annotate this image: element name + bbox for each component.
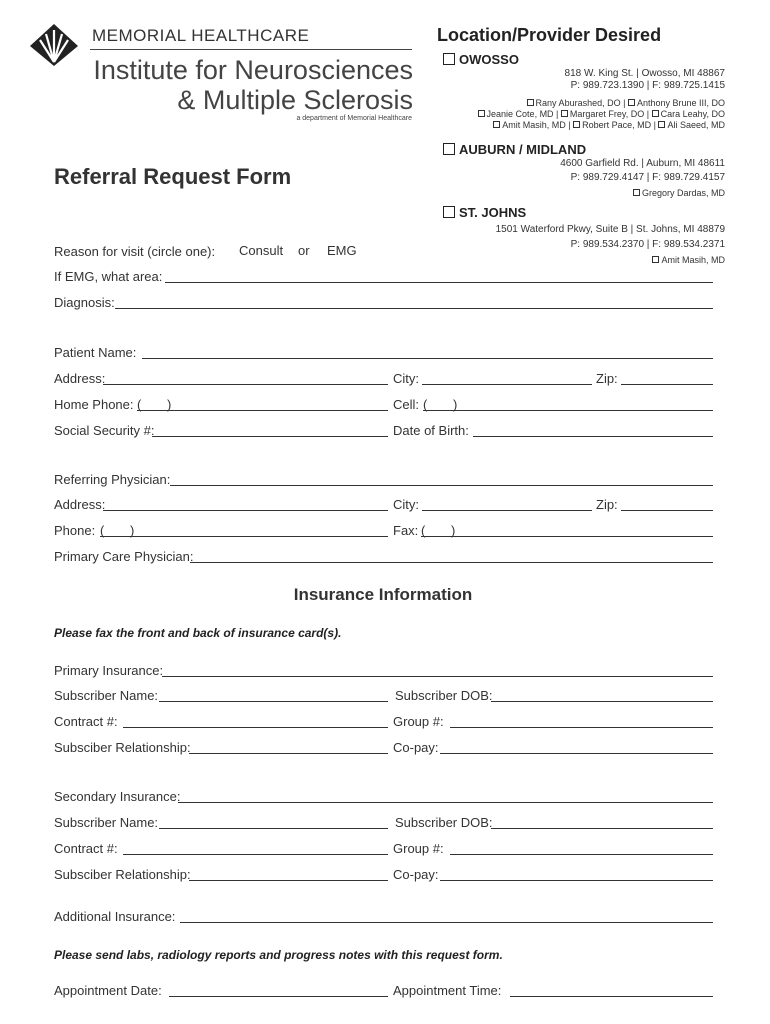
reason-label: Reason for visit (circle one): xyxy=(54,244,216,259)
patient-city-label: City: xyxy=(393,371,419,386)
primary-insurance-label: Primary Insurance: xyxy=(54,663,164,678)
form-title: Referral Request Form xyxy=(54,164,292,189)
referring-phone-label: Phone: xyxy=(54,523,96,538)
checkbox-doctor[interactable] xyxy=(633,189,640,196)
department-label: a department of Memorial Healthcare xyxy=(296,115,412,122)
owosso-doctors-row1: Rany Aburashed, DO | Anthony Brune III, DO xyxy=(527,98,725,108)
patient-name-label: Patient Name: xyxy=(54,345,137,360)
owosso-doctors-row3: Amit Masih, MD | Robert Pace, MD | Ali Saeed, MD xyxy=(493,120,725,130)
appointment-time-field[interactable] xyxy=(510,996,713,997)
institute-name-line2: & Multiple Sclerosis xyxy=(177,85,413,115)
patient-address-label: Address: xyxy=(54,371,106,386)
stjohns-doctor: Amit Masih, MD xyxy=(652,255,725,265)
referring-phone-field[interactable] xyxy=(100,536,388,537)
secondary-group-label: Group #: xyxy=(393,841,444,856)
institute-name-line1: Institute for Neurosciences xyxy=(93,55,413,85)
checkbox-doctor[interactable] xyxy=(652,256,659,263)
primary-care-field[interactable] xyxy=(190,562,713,563)
labs-note: Please send labs, radiology reports and progress notes with this request form. xyxy=(54,948,503,962)
stjohns-phone: P: 989.534.2370 | F: 989.534.2371 xyxy=(570,239,725,250)
emg-area-label: If EMG, what area: xyxy=(54,269,163,284)
primary-subscriber-name-field[interactable] xyxy=(159,701,388,702)
primary-insurance-field[interactable] xyxy=(162,676,713,677)
stjohns-address: 1501 Waterford Pkwy, Suite B | St. Johns, MI 48879 xyxy=(495,224,725,235)
cell-label: Cell: xyxy=(393,397,420,412)
primary-group-label: Group #: xyxy=(393,714,444,729)
referring-zip-label: Zip: xyxy=(596,497,618,512)
home-phone-area-open: ( xyxy=(137,397,142,412)
location-owosso[interactable] xyxy=(443,52,519,67)
referring-phone-area-open: ( xyxy=(100,523,105,538)
primary-relationship-label: Subsciber Relationship: xyxy=(54,740,191,755)
referring-physician-label: Referring Physician: xyxy=(54,472,171,487)
referring-zip-field[interactable] xyxy=(621,510,713,511)
secondary-subscriber-dob-label: Subscriber DOB: xyxy=(395,815,493,830)
secondary-subscriber-dob-field[interactable] xyxy=(491,828,713,829)
primary-contract-field[interactable] xyxy=(123,727,388,728)
patient-zip-field[interactable] xyxy=(621,384,713,385)
secondary-relationship-label: Subsciber Relationship: xyxy=(54,867,191,882)
checkbox-doctor[interactable] xyxy=(628,99,635,106)
patient-city-field[interactable] xyxy=(422,384,592,385)
cell-area-close: ) xyxy=(453,397,458,412)
checkbox-doctor[interactable] xyxy=(573,121,580,128)
referring-fax-field[interactable] xyxy=(421,536,713,537)
home-phone-field[interactable] xyxy=(137,410,388,411)
dob-label: Date of Birth: xyxy=(393,423,469,438)
location-owosso-label: OWOSSO xyxy=(459,52,519,67)
ssn-field[interactable] xyxy=(152,436,388,437)
secondary-insurance-label: Secondary Insurance: xyxy=(54,789,181,804)
secondary-subscriber-name-label: Subscriber Name: xyxy=(54,815,159,830)
patient-address-field[interactable] xyxy=(103,384,388,385)
checkbox-doctor[interactable] xyxy=(478,110,485,117)
primary-copay-label: Co-pay: xyxy=(393,740,439,755)
secondary-insurance-field[interactable] xyxy=(178,802,713,803)
owosso-doctors-row2: Jeanie Cote, MD | Margaret Frey, DO | Cara Leahy, DO xyxy=(478,109,725,119)
primary-contract-label: Contract #: xyxy=(54,714,118,729)
referring-address-label: Address: xyxy=(54,497,106,512)
memorial-leaf-logo-icon xyxy=(28,22,80,66)
cell-field[interactable] xyxy=(423,410,713,411)
org-name: MEMORIAL HEALTHCARE xyxy=(92,26,310,45)
checkbox-stjohns[interactable] xyxy=(443,206,455,218)
primary-relationship-field[interactable] xyxy=(189,753,388,754)
diagnosis-label: Diagnosis: xyxy=(54,295,115,310)
checkbox-owosso[interactable] xyxy=(443,53,455,65)
primary-care-label: Primary Care Physician: xyxy=(54,549,194,564)
reason-consult-option[interactable]: Consult xyxy=(239,243,284,258)
home-phone-label: Home Phone: xyxy=(54,397,134,412)
reason-or-text: or xyxy=(298,243,310,258)
secondary-relationship-field[interactable] xyxy=(189,880,388,881)
location-heading: Location/Provider Desired xyxy=(437,25,662,45)
referring-address-field[interactable] xyxy=(103,510,388,511)
home-phone-area-close: ) xyxy=(167,397,172,412)
referring-phone-area-close: ) xyxy=(130,523,135,538)
owosso-address: 818 W. King St. | Owosso, MI 48867 xyxy=(564,68,725,79)
referring-physician-field[interactable] xyxy=(170,485,713,486)
auburn-address: 4600 Garfield Rd. | Auburn, MI 48611 xyxy=(560,158,725,169)
checkbox-doctor[interactable] xyxy=(527,99,534,106)
checkbox-doctor[interactable] xyxy=(561,110,568,117)
patient-zip-label: Zip: xyxy=(596,371,618,386)
cell-area-open: ( xyxy=(423,397,428,412)
appointment-time-label: Appointment Time: xyxy=(393,983,502,998)
location-stjohns-label: ST. JOHNS xyxy=(459,205,527,220)
checkbox-doctor[interactable] xyxy=(493,121,500,128)
secondary-copay-field[interactable] xyxy=(440,880,713,881)
primary-subscriber-dob-label: Subscriber DOB: xyxy=(395,688,493,703)
referring-city-label: City: xyxy=(393,497,419,512)
appointment-date-field[interactable] xyxy=(169,996,388,997)
ssn-label: Social Security #: xyxy=(54,423,155,438)
auburn-phone: P: 989.729.4147 | F: 989.729.4157 xyxy=(570,172,725,183)
referring-fax-area-close: ) xyxy=(451,523,456,538)
secondary-contract-label: Contract #: xyxy=(54,841,118,856)
primary-subscriber-name-label: Subscriber Name: xyxy=(54,688,159,703)
primary-copay-field[interactable] xyxy=(440,753,713,754)
location-auburn-label: AUBURN / MIDLAND xyxy=(459,142,587,157)
location-auburn[interactable] xyxy=(443,142,586,157)
referring-fax-label: Fax: xyxy=(393,523,419,538)
dob-field[interactable] xyxy=(473,436,713,437)
primary-group-field[interactable] xyxy=(450,727,713,728)
secondary-contract-field[interactable] xyxy=(123,854,388,855)
additional-insurance-field[interactable] xyxy=(180,922,713,923)
secondary-subscriber-name-field[interactable] xyxy=(159,828,388,829)
diagnosis-field[interactable] xyxy=(115,308,713,309)
checkbox-auburn[interactable] xyxy=(443,143,455,155)
insurance-note: Please fax the front and back of insurance card(s). xyxy=(54,626,342,640)
secondary-group-field[interactable] xyxy=(450,854,713,855)
patient-name-field[interactable] xyxy=(142,358,713,359)
emg-area-field[interactable] xyxy=(165,282,713,283)
reason-emg-option[interactable]: EMG xyxy=(327,243,357,258)
primary-subscriber-dob-field[interactable] xyxy=(491,701,713,702)
additional-insurance-label: Additional Insurance: xyxy=(54,909,176,924)
referring-city-field[interactable] xyxy=(422,510,592,511)
appointment-date-label: Appointment Date: xyxy=(54,983,162,998)
insurance-heading: Insurance Information xyxy=(293,585,473,604)
location-stjohns[interactable] xyxy=(443,205,526,220)
owosso-phone: P: 989.723.1390 | F: 989.725.1415 xyxy=(570,80,725,91)
auburn-doctor: Gregory Dardas, MD xyxy=(633,188,725,198)
referring-fax-area-open: ( xyxy=(421,523,426,538)
checkbox-doctor[interactable] xyxy=(652,110,659,117)
checkbox-doctor[interactable] xyxy=(658,121,665,128)
secondary-copay-label: Co-pay: xyxy=(393,867,439,882)
header-divider xyxy=(90,49,412,50)
